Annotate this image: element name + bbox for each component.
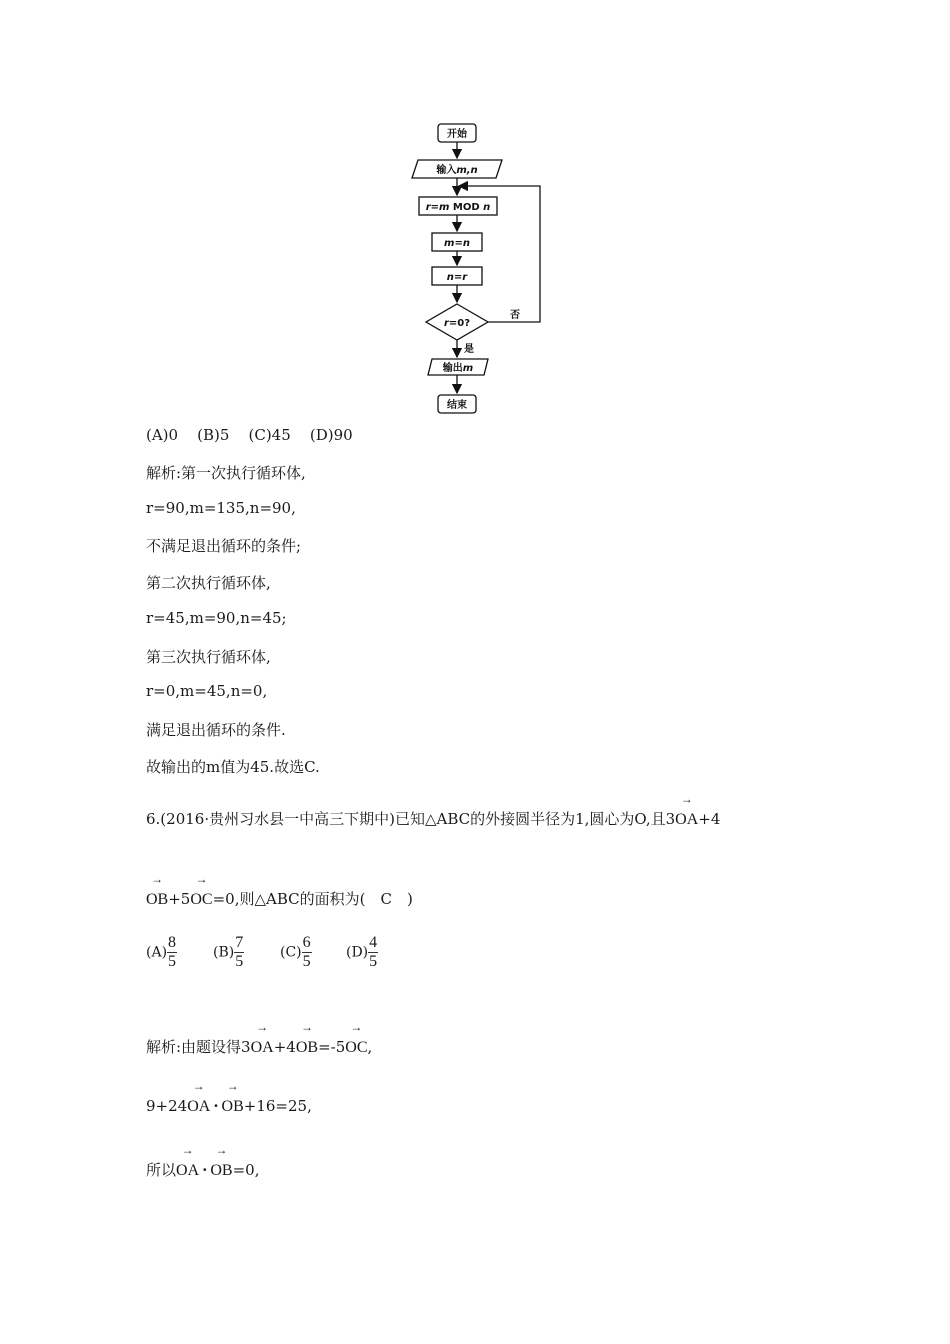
assign-m-label: m=n — [444, 238, 470, 249]
vector-ob: → OB — [146, 872, 169, 908]
q6-option-c: (C) $\frac{6}{5}$ — [280, 934, 311, 970]
q5-solution-line-7: r=0,m=45,n=0, — [146, 682, 268, 700]
yes-label: 是 — [464, 344, 474, 355]
q5-options: (A)0 (B)5 (C)45 (D)90 — [146, 426, 353, 444]
fraction: $\frac{4}{5}$ — [369, 934, 378, 970]
end-label: 结束 — [447, 400, 467, 411]
q5-solution-line-2: r=90,m=135,n=90, — [146, 499, 296, 517]
q6-solution-line-3: 所以 → OA · → OB=0, — [146, 1143, 260, 1179]
vector-ob: → OB — [221, 1079, 244, 1115]
fraction: $\frac{7}{5}$ — [235, 934, 244, 970]
start-label: 开始 — [447, 129, 467, 140]
output-label: 输出m — [442, 363, 474, 374]
q5-solution-line-8: 满足退出循环的条件. — [146, 721, 286, 739]
fraction: $\frac{6}{5}$ — [302, 934, 311, 970]
fraction: $\frac{8}{5}$ — [168, 934, 177, 970]
q6-option-d: (D) $\frac{4}{5}$ — [346, 934, 378, 970]
q6-solution-line-1: 解析:由题设得3 → OA+4 → OB=-5 → OC, — [146, 1020, 373, 1056]
q5-solution-line-1: 解析:第一次执行循环体, — [146, 464, 306, 482]
q5-solution-line-3: 不满足退出循环的条件; — [146, 537, 302, 555]
q5-solution-line-6: 第三次执行循环体, — [146, 648, 271, 666]
q6-stem-line-1: 6.(2016·贵州习水县一中高三下期中)已知△ABC的外接圆半径为1,圆心为O,且3 → OA+4 — [146, 792, 721, 828]
input-label: 输入m,n — [436, 165, 478, 176]
assign-n-label: n=r — [446, 272, 468, 283]
decision-label: r=0? — [443, 318, 471, 329]
vector-oa: → OA — [250, 1020, 274, 1056]
no-label: 否 — [510, 310, 520, 321]
q6-option-a: (A) $\frac{8}{5}$ — [146, 934, 177, 970]
flowchart-svg — [400, 118, 560, 418]
vector-oc: → OC — [190, 872, 213, 908]
q6-solution-line-2: 9+24 → OA · → OB+16=25, — [146, 1079, 312, 1115]
vector-oa: → OA — [187, 1079, 211, 1115]
q5-solution-line-5: r=45,m=90,n=45; — [146, 609, 287, 627]
vector-ob: → OB — [210, 1143, 233, 1179]
q5-solution-line-9: 故输出的m值为45.故选C. — [146, 758, 320, 776]
flowchart — [400, 118, 560, 418]
q6-stem-line-2: → OB+5 → OC=0,则△ABC的面积为( C ) — [146, 872, 413, 908]
q5-solution-line-4: 第二次执行循环体, — [146, 574, 271, 592]
mod-label: r=m MOD n — [425, 202, 491, 213]
q6-option-b: (B) $\frac{7}{5}$ — [213, 934, 244, 970]
vector-ob: → OB — [295, 1020, 319, 1056]
vector-oa: → OA — [675, 792, 699, 828]
vector-oa: → OA — [176, 1143, 200, 1179]
vector-oc: → OC — [345, 1020, 368, 1056]
